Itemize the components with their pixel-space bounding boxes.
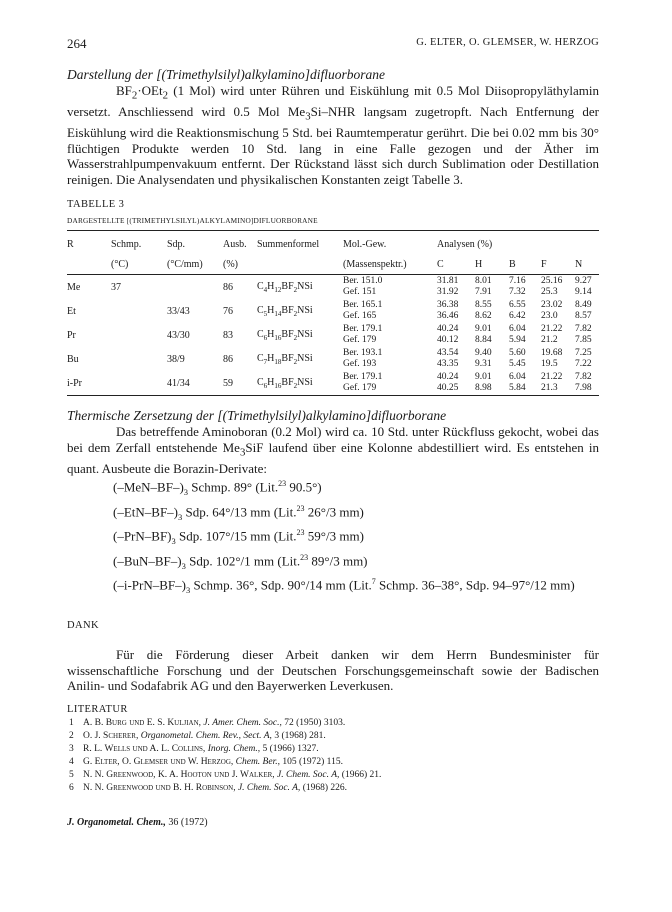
cell-schmp: 37 bbox=[111, 281, 121, 293]
value-calc: 40.24 bbox=[437, 324, 459, 335]
reference-mark: 23 bbox=[296, 503, 305, 513]
derivative-formula: (–BuN–BF–) bbox=[113, 552, 182, 568]
formula-part: C bbox=[257, 352, 264, 364]
formula-sub: 2 bbox=[293, 381, 298, 390]
formula-part: NSi bbox=[297, 304, 313, 316]
cell-r: Pr bbox=[67, 329, 76, 341]
text-fragment: Si–NHR langsam zugetropft. Nach Entfernung der Eiskühlung wird die Reaktionsmischung 5 Std. bei Raumtemperatur gerührt. Die bei 0.02 mm bis 30° flüchtigen Produkte werden 10 Std. lang in eine Falle gezogen und der Äther im Wasserstrahlpumpenvakuum entfernt. Der Rückstand lässt sich durch Sublimation oder Destillation reinigen. Die Analysendaten und physikalischen Konstanten zeigt Tabelle 3. bbox=[67, 104, 599, 187]
formula-sub: 2 bbox=[293, 333, 298, 342]
col-header-ausb: Ausb. bbox=[223, 231, 257, 255]
derivative-data: Sdp. 107°/15 mm (Lit. bbox=[175, 528, 297, 544]
cell-c bbox=[437, 347, 475, 371]
running-authors: G. ELTER, O. GLEMSER, W. HERZOG bbox=[416, 37, 599, 48]
table-row bbox=[67, 371, 599, 396]
value-found: 40.12 bbox=[437, 335, 459, 346]
cell-r: Bu bbox=[67, 353, 79, 365]
derivative-data: Sdp. 64°/13 mm (Lit. bbox=[182, 504, 297, 520]
value-found: 19.5 bbox=[541, 359, 558, 370]
reference-journal: Organometal. Chem. Rev., Sect. A, bbox=[140, 730, 272, 741]
formula-part: NSi bbox=[297, 328, 313, 340]
cell-formula bbox=[257, 275, 343, 300]
unit-ausb: (%) bbox=[223, 254, 257, 275]
borazine-derivative-list bbox=[113, 476, 599, 598]
derivative-formula: (–MeN–BF–) bbox=[113, 479, 184, 495]
subscript: 3 bbox=[178, 511, 183, 522]
col-header-analysen: Analysen (%) bbox=[437, 231, 599, 255]
journal-footer bbox=[67, 817, 599, 828]
derivative-data: Schmp. 89° (Lit. bbox=[188, 479, 279, 495]
value-calc: 7.82 bbox=[575, 372, 592, 383]
value-calc: 23.02 bbox=[541, 300, 563, 311]
reference-citation: 3 (1968) 281. bbox=[271, 730, 326, 741]
mol-gef: Gef. 151 bbox=[343, 287, 377, 298]
subscript: 3 bbox=[305, 110, 311, 123]
cell-ausb: 76 bbox=[223, 305, 233, 317]
formula-sub: 12 bbox=[274, 285, 282, 294]
value-found: 43.35 bbox=[437, 359, 459, 370]
formula-part: C bbox=[257, 328, 264, 340]
cell-b bbox=[509, 347, 541, 371]
cell-h bbox=[475, 371, 509, 396]
formula-sub: 16 bbox=[274, 333, 282, 342]
derivative-item bbox=[113, 476, 599, 500]
value-calc: 8.49 bbox=[575, 300, 592, 311]
page bbox=[67, 36, 599, 828]
footer-journal: J. Organometal. Chem., bbox=[67, 816, 166, 828]
section-title-decomposition: Thermische Zersetzung der [(Trimethylsilyl)alkylamino]difluorborane bbox=[67, 408, 447, 424]
cell-h bbox=[475, 347, 509, 371]
formula-sub: 7 bbox=[263, 357, 268, 366]
formula-sub: 5 bbox=[263, 309, 268, 318]
text-fragment: BF bbox=[116, 83, 132, 98]
formula-part: H bbox=[267, 352, 275, 364]
formula-sub: 2 bbox=[293, 357, 298, 366]
reference-number: 6 bbox=[69, 782, 74, 793]
value-calc: 9.27 bbox=[575, 276, 592, 287]
formula-part: H bbox=[267, 304, 275, 316]
table-label: TABELLE 3 bbox=[67, 199, 125, 211]
value-found: 8.62 bbox=[475, 311, 492, 322]
formula-part: H bbox=[267, 328, 275, 340]
value-calc: 8.55 bbox=[475, 300, 492, 311]
value-calc: 8.01 bbox=[475, 276, 492, 287]
unit-sdp: (°C/mm) bbox=[167, 254, 223, 275]
reference-authors: N. N. Greenwood und B. H. Robinson, bbox=[83, 782, 236, 793]
cell-ausb: 86 bbox=[223, 281, 233, 293]
value-calc: 7.82 bbox=[575, 324, 592, 335]
formula-part: H bbox=[267, 280, 275, 292]
cell-r: Et bbox=[67, 305, 76, 317]
value-found: 7.91 bbox=[475, 287, 492, 298]
reference-number: 1 bbox=[69, 717, 74, 728]
formula-part: BF bbox=[281, 304, 294, 316]
derivative-data: 59°/3 mm) bbox=[304, 528, 364, 544]
derivative-data: Schmp. 36°, Sdp. 90°/14 mm (Lit. bbox=[190, 577, 372, 593]
reference-journal: Chem. Ber., bbox=[235, 756, 280, 767]
reference-mark: 23 bbox=[296, 528, 305, 538]
reference-item bbox=[67, 769, 599, 782]
cell-c bbox=[437, 371, 475, 396]
value-found: 25.3 bbox=[541, 287, 558, 298]
reference-authors: A. B. Burg und E. S. Kuljian, bbox=[83, 717, 202, 728]
value-calc: 21.22 bbox=[541, 372, 563, 383]
derivative-item bbox=[113, 550, 599, 574]
reference-mark: 7 bbox=[371, 576, 376, 586]
cell-mol bbox=[343, 299, 437, 323]
value-found: 7.22 bbox=[575, 359, 592, 370]
cell-c bbox=[437, 275, 475, 300]
value-found: 8.98 bbox=[475, 383, 492, 394]
derivative-formula: (–i-PrN–BF–) bbox=[113, 577, 186, 593]
reference-citation: 105 (1972) 115. bbox=[279, 756, 343, 767]
reference-number: 3 bbox=[69, 743, 74, 754]
formula-part: NSi bbox=[297, 352, 313, 364]
value-calc: 6.04 bbox=[509, 324, 526, 335]
cell-ausb: 86 bbox=[223, 353, 233, 365]
formula-part: NSi bbox=[297, 280, 313, 292]
reference-item bbox=[67, 782, 599, 795]
col-header-n: N bbox=[575, 254, 599, 275]
cell-sdp: 38/9 bbox=[167, 353, 185, 365]
cell-ausb: 83 bbox=[223, 329, 233, 341]
formula-sub: 2 bbox=[293, 285, 298, 294]
section-title-preparation: Darstellung der [(Trimethylsilyl)alkylamino]difluorborane bbox=[67, 67, 385, 82]
cell-ausb: 59 bbox=[223, 377, 233, 389]
formula-sub: 6 bbox=[263, 381, 268, 390]
cell-schmp bbox=[111, 299, 167, 323]
formula-part: NSi bbox=[297, 376, 313, 388]
value-found: 7.98 bbox=[575, 383, 592, 394]
subscript: 3 bbox=[185, 584, 191, 595]
reference-number: 4 bbox=[69, 756, 74, 767]
value-calc: 19.68 bbox=[541, 348, 563, 359]
cell-b bbox=[509, 371, 541, 396]
table-caption: DARGESTELLTE [(TRIMETHYLSILYL)ALKYLAMINO]DIFLUORBORANE bbox=[67, 216, 318, 226]
mol-ber: Ber. 165.1 bbox=[343, 300, 383, 311]
cell-sdp: 33/43 bbox=[167, 305, 190, 317]
text-fragment: ·OEt bbox=[137, 83, 163, 98]
value-found: 9.31 bbox=[475, 359, 492, 370]
acknowledgement-text: Für die Förderung dieser Arbeit danken wir dem Herrn Bundesminister für wissenschaftliche Forschung und der Deutschen Forschungsgemeinschaft sowie der Badischen Anilin- und Sodafabrik AG und den Bayerwerken Leverkusen. bbox=[67, 647, 599, 694]
value-found: 7.32 bbox=[509, 287, 526, 298]
derivative-data: 90.5°) bbox=[286, 479, 322, 495]
reference-number: 5 bbox=[69, 769, 74, 780]
unit-formula bbox=[257, 254, 343, 275]
value-calc: 25.16 bbox=[541, 276, 563, 287]
table-row bbox=[67, 299, 599, 323]
cell-formula bbox=[257, 347, 343, 371]
cell-schmp bbox=[111, 371, 167, 396]
derivative-data: 26°/3 mm) bbox=[304, 504, 364, 520]
reference-authors: R. L. Wells und A. L. Collins, bbox=[83, 743, 206, 754]
cell-n bbox=[575, 275, 599, 300]
value-found: 5.84 bbox=[509, 383, 526, 394]
value-found: 8.84 bbox=[475, 335, 492, 346]
mol-ber: Ber. 179.1 bbox=[343, 324, 383, 335]
cell-f bbox=[541, 347, 575, 371]
col-header-h: H bbox=[475, 254, 509, 275]
value-found: 5.94 bbox=[509, 335, 526, 346]
formula-part: C bbox=[257, 304, 264, 316]
cell-r: Me bbox=[67, 281, 81, 293]
col-header-schmp: Schmp. bbox=[111, 231, 167, 255]
derivative-data: Sdp. 102°/1 mm (Lit. bbox=[185, 552, 301, 568]
reference-journal: J. Chem. Soc. A, bbox=[237, 782, 301, 793]
cell-schmp bbox=[111, 347, 167, 371]
formula-part: BF bbox=[281, 376, 294, 388]
cell-formula bbox=[257, 299, 343, 323]
derivative-data: 89°/3 mm) bbox=[308, 552, 368, 568]
page-number: 264 bbox=[67, 36, 87, 51]
derivative-formula: (–EtN–BF–) bbox=[113, 504, 178, 520]
cell-f bbox=[541, 371, 575, 396]
derivative-item bbox=[113, 525, 599, 549]
col-header-sdp: Sdp. bbox=[167, 231, 223, 255]
cell-h bbox=[475, 323, 509, 347]
col-header-f: F bbox=[541, 254, 575, 275]
mol-ber: Ber. 193.1 bbox=[343, 348, 383, 359]
reference-item bbox=[67, 743, 599, 756]
cell-mol bbox=[343, 347, 437, 371]
subscript: 3 bbox=[181, 560, 186, 571]
cell-b bbox=[509, 299, 541, 323]
formula-sub: 14 bbox=[274, 309, 282, 318]
derivative-formula: (–PrN–BF) bbox=[113, 528, 172, 544]
cell-formula bbox=[257, 323, 343, 347]
formula-part: BF bbox=[281, 352, 294, 364]
reference-mark: 23 bbox=[278, 479, 287, 489]
value-found: 21.2 bbox=[541, 335, 558, 346]
reference-item bbox=[67, 717, 599, 730]
value-calc: 9.40 bbox=[475, 348, 492, 359]
reference-citation: (1968) 226. bbox=[300, 782, 348, 793]
col-header-r: R bbox=[67, 231, 111, 255]
mol-gef: Gef. 179 bbox=[343, 335, 377, 346]
text-fragment: SiF laufend über eine Kolonne abdestilliert wird. Es entstehen in quant. Ausbeute die Borazin-Derivate: bbox=[67, 439, 599, 476]
reference-citation: 5 (1966) 1327. bbox=[260, 743, 319, 754]
reference-journal: J. Amer. Chem. Soc., bbox=[203, 717, 282, 728]
unit-schmp: (°C) bbox=[111, 254, 167, 275]
cell-mol bbox=[343, 371, 437, 396]
subscript: 2 bbox=[131, 89, 138, 102]
table-unit-row bbox=[67, 254, 599, 275]
cell-mol bbox=[343, 275, 437, 300]
value-found: 9.14 bbox=[575, 287, 592, 298]
mol-ber: Ber. 151.0 bbox=[343, 276, 383, 287]
reference-journal: J. Chem. Soc. A, bbox=[277, 769, 340, 780]
reference-citation: (1966) 21. bbox=[339, 769, 382, 780]
cell-schmp bbox=[111, 323, 167, 347]
text-fragment: Das betreffende Aminoboran (0.2 Mol) wird ca. 10 Std. unter Rückfluss gekocht, wobei das bei dem Zerfall entstehende Me bbox=[67, 424, 599, 455]
data-table bbox=[67, 230, 599, 396]
cell-mol bbox=[343, 323, 437, 347]
cell-formula bbox=[257, 371, 343, 396]
col-header-c: C bbox=[437, 254, 475, 275]
cell-r: i-Pr bbox=[67, 377, 82, 389]
value-calc: 6.55 bbox=[509, 300, 526, 311]
value-found: 6.42 bbox=[509, 311, 526, 322]
reference-authors: G. Elter, O. Glemser und W. Herzog, bbox=[83, 756, 234, 767]
cell-sdp bbox=[167, 275, 223, 300]
table-row bbox=[67, 275, 599, 300]
decomposition-paragraph bbox=[67, 424, 599, 476]
derivative-data: Schmp. 36–38°, Sdp. 94–97°/12 mm) bbox=[375, 577, 575, 593]
subscript: 3 bbox=[171, 536, 176, 547]
value-found: 40.25 bbox=[437, 383, 459, 394]
formula-part: BF bbox=[281, 280, 294, 292]
running-header bbox=[67, 36, 599, 52]
cell-sdp: 41/34 bbox=[167, 377, 190, 389]
literature-heading: LITERATUR bbox=[67, 703, 128, 715]
derivative-item bbox=[113, 501, 599, 525]
value-calc: 43.54 bbox=[437, 348, 459, 359]
value-found: 31.92 bbox=[437, 287, 459, 298]
mol-gef: Gef. 179 bbox=[343, 383, 377, 394]
reference-citation: 72 (1950) 3103. bbox=[281, 717, 346, 728]
value-found: 36.46 bbox=[437, 311, 459, 322]
formula-part: C bbox=[257, 280, 264, 292]
value-calc: 7.25 bbox=[575, 348, 592, 359]
cell-f bbox=[541, 275, 575, 300]
value-found: 23.0 bbox=[541, 311, 558, 322]
mol-ber: Ber. 179.1 bbox=[343, 372, 383, 383]
subscript: 3 bbox=[183, 487, 189, 498]
table-header-row bbox=[67, 231, 599, 255]
cell-n bbox=[575, 371, 599, 396]
reference-list bbox=[67, 717, 599, 795]
reference-number: 2 bbox=[69, 730, 74, 741]
mol-gef: Gef. 193 bbox=[343, 359, 377, 370]
unit-mol: (Massenspektr.) bbox=[343, 254, 437, 275]
value-calc: 9.01 bbox=[475, 372, 492, 383]
formula-sub: 16 bbox=[274, 381, 282, 390]
cell-h bbox=[475, 299, 509, 323]
reference-authors: O. J. Scherer, bbox=[83, 730, 139, 741]
cell-f bbox=[541, 299, 575, 323]
formula-sub: 4 bbox=[263, 285, 268, 294]
value-found: 5.45 bbox=[509, 359, 526, 370]
col-header-formula: Summenformel bbox=[257, 231, 343, 255]
value-calc: 5.60 bbox=[509, 348, 526, 359]
cell-c bbox=[437, 323, 475, 347]
value-calc: 9.01 bbox=[475, 324, 492, 335]
reference-mark: 23 bbox=[300, 552, 309, 562]
value-calc: 6.04 bbox=[509, 372, 526, 383]
value-calc: 7.16 bbox=[509, 276, 526, 287]
cell-b bbox=[509, 275, 541, 300]
formula-sub: 2 bbox=[293, 309, 298, 318]
preparation-paragraph bbox=[67, 83, 599, 187]
col-header-mol: Mol.-Gew. bbox=[343, 231, 437, 255]
subscript: 3 bbox=[239, 446, 246, 459]
text-fragment: (1 Mol) wird unter Rühren und Eiskühlung mit 0.5 Mol Diisopropyläthylamin versetzt. Anschliessend wird 0.5 Mol Me bbox=[67, 83, 599, 120]
reference-item bbox=[67, 756, 599, 769]
cell-n bbox=[575, 299, 599, 323]
cell-sdp: 43/30 bbox=[167, 329, 190, 341]
value-found: 7.85 bbox=[575, 335, 592, 346]
formula-sub: 6 bbox=[263, 333, 268, 342]
value-found: 21.3 bbox=[541, 383, 558, 394]
col-header-b: B bbox=[509, 254, 541, 275]
reference-authors: N. N. Greenwood, K. A. Hooton und J. Walker, bbox=[83, 769, 275, 780]
cell-h bbox=[475, 275, 509, 300]
formula-part: BF bbox=[281, 328, 294, 340]
formula-part: H bbox=[267, 376, 275, 388]
cell-f bbox=[541, 323, 575, 347]
acknowledgement-heading: DANK bbox=[67, 620, 99, 632]
value-calc: 40.24 bbox=[437, 372, 459, 383]
derivative-item bbox=[113, 574, 599, 598]
reference-journal: Inorg. Chem., bbox=[207, 743, 261, 754]
value-calc: 36.38 bbox=[437, 300, 459, 311]
formula-sub: 18 bbox=[274, 357, 282, 366]
cell-b bbox=[509, 323, 541, 347]
cell-n bbox=[575, 347, 599, 371]
mol-gef: Gef. 165 bbox=[343, 311, 377, 322]
value-found: 8.57 bbox=[575, 311, 592, 322]
reference-item bbox=[67, 730, 599, 743]
cell-c bbox=[437, 299, 475, 323]
value-calc: 31.81 bbox=[437, 276, 459, 287]
unit-r bbox=[67, 254, 111, 275]
value-calc: 21.22 bbox=[541, 324, 563, 335]
cell-n bbox=[575, 323, 599, 347]
subscript: 2 bbox=[162, 89, 169, 102]
formula-part: C bbox=[257, 376, 264, 388]
table-row bbox=[67, 347, 599, 371]
footer-volume: 36 (1972) bbox=[165, 816, 208, 828]
table-row bbox=[67, 323, 599, 347]
